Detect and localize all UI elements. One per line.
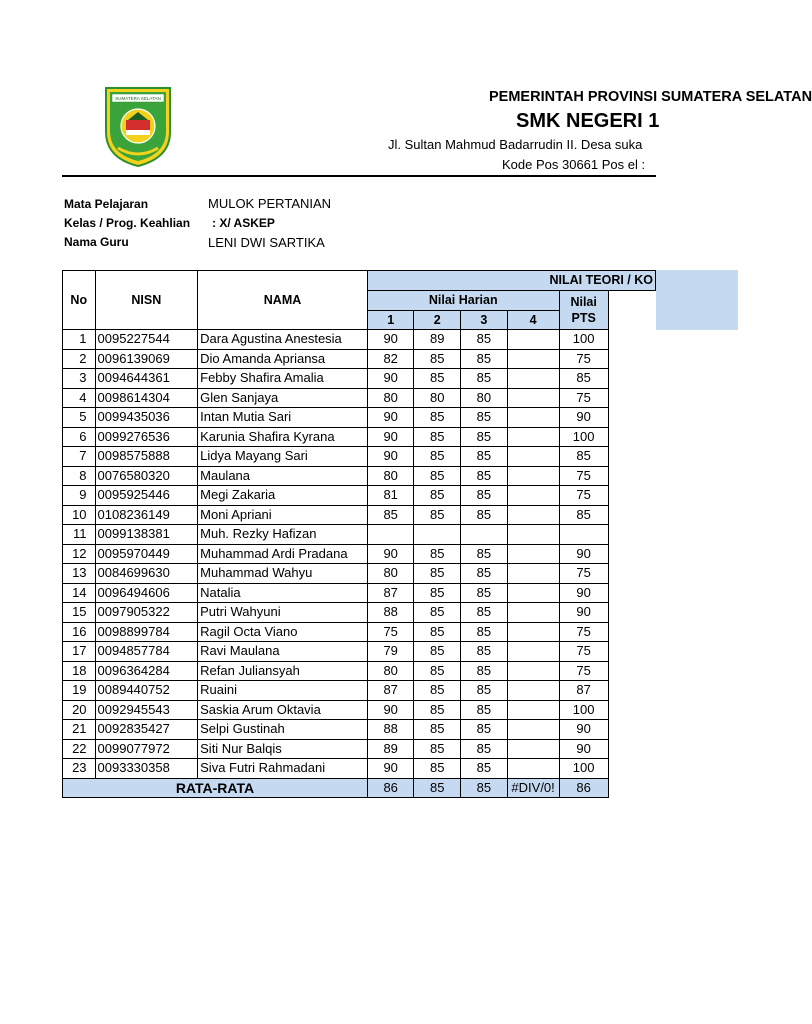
cell-nama: Siti Nur Balqis <box>198 739 368 759</box>
cell-pts: 75 <box>559 388 608 408</box>
cell-nisn: 0099435036 <box>95 408 198 428</box>
cell-pts: 85 <box>559 447 608 467</box>
cell-h1: 88 <box>367 720 414 740</box>
header-divider <box>62 175 656 177</box>
average-h1: 86 <box>367 778 414 798</box>
table-row <box>63 544 656 564</box>
cell-no: 19 <box>63 681 96 701</box>
cell-nama: Megi Zakaria <box>198 486 368 506</box>
table-row <box>63 622 656 642</box>
cell-nama: Ragil Octa Viano <box>198 622 368 642</box>
cell-no: 10 <box>63 505 96 525</box>
table-row <box>63 525 656 545</box>
cell-no: 15 <box>63 603 96 623</box>
cell-no: 17 <box>63 642 96 662</box>
cell-no: 8 <box>63 466 96 486</box>
cell-h2: 85 <box>414 700 461 720</box>
header-daily-3: 3 <box>461 310 508 330</box>
cell-nisn: 0095925446 <box>95 486 198 506</box>
cell-no: 18 <box>63 661 96 681</box>
cell-h1: 81 <box>367 486 414 506</box>
cell-h1 <box>367 525 414 545</box>
cell-nisn: 0098614304 <box>95 388 198 408</box>
province-title: PEMERINTAH PROVINSI SUMATERA SELATAN <box>489 89 812 105</box>
cell-h2: 85 <box>414 661 461 681</box>
cell-nama: Moni Apriani <box>198 505 368 525</box>
cell-nisn: 0076580320 <box>95 466 198 486</box>
cell-h4 <box>507 408 559 428</box>
cell-h4 <box>507 681 559 701</box>
class-label: Kelas / Prog. Keahlian <box>64 216 191 230</box>
cell-nama: Putri Wahyuni <box>198 603 368 623</box>
table-row <box>63 486 656 506</box>
header-nilai-harian: Nilai Harian <box>367 290 559 310</box>
cell-h2: 85 <box>414 447 461 467</box>
cell-pts: 75 <box>559 466 608 486</box>
cell-h2: 89 <box>414 330 461 350</box>
cell-h3: 80 <box>461 388 508 408</box>
cell-nama: Saskia Arum Oktavia <box>198 700 368 720</box>
table-row <box>63 388 656 408</box>
cell-no: 9 <box>63 486 96 506</box>
table-row <box>63 603 656 623</box>
cell-h4 <box>507 700 559 720</box>
cell-nisn: 0108236149 <box>95 505 198 525</box>
cell-h2: 85 <box>414 720 461 740</box>
table-row <box>63 427 656 447</box>
cell-nisn: 0089440752 <box>95 681 198 701</box>
cell-h4 <box>507 720 559 740</box>
cell-nisn: 0099276536 <box>95 427 198 447</box>
cell-h3: 85 <box>461 720 508 740</box>
cell-h2: 85 <box>414 486 461 506</box>
cell-pts: 100 <box>559 427 608 447</box>
cell-h1: 85 <box>367 505 414 525</box>
cell-h3: 85 <box>461 564 508 584</box>
table-row <box>63 642 656 662</box>
cell-h4 <box>507 466 559 486</box>
cell-h2: 85 <box>414 466 461 486</box>
cell-h1: 80 <box>367 466 414 486</box>
cell-h4 <box>507 525 559 545</box>
cell-h3: 85 <box>461 681 508 701</box>
cell-h4 <box>507 642 559 662</box>
header-daily-1: 1 <box>367 310 414 330</box>
cell-h2: 85 <box>414 505 461 525</box>
cell-no: 11 <box>63 525 96 545</box>
cell-h2 <box>414 525 461 545</box>
table-row <box>63 583 656 603</box>
cell-nisn: 0094644361 <box>95 369 198 389</box>
cell-h2: 80 <box>414 388 461 408</box>
header-nisn: NISN <box>95 271 198 330</box>
group-title: NILAI TEORI / KO <box>549 273 653 288</box>
header-fill-extension <box>656 270 738 330</box>
cell-no: 6 <box>63 427 96 447</box>
grade-table <box>62 270 656 798</box>
cell-h1: 87 <box>367 583 414 603</box>
cell-nama: Refan Juliansyah <box>198 661 368 681</box>
cell-nama: Intan Mutia Sari <box>198 408 368 428</box>
cell-h3: 85 <box>461 661 508 681</box>
cell-h3: 85 <box>461 330 508 350</box>
table-row <box>63 466 656 486</box>
cell-nisn: 0092835427 <box>95 720 198 740</box>
cell-h3: 85 <box>461 505 508 525</box>
cell-h3: 85 <box>461 583 508 603</box>
cell-h2: 85 <box>414 583 461 603</box>
cell-h3: 85 <box>461 544 508 564</box>
cell-pts: 90 <box>559 720 608 740</box>
cell-nama: Muhammad Wahyu <box>198 564 368 584</box>
cell-nama: Dio Amanda Apriansa <box>198 349 368 369</box>
table-row <box>63 330 656 350</box>
cell-h3: 85 <box>461 739 508 759</box>
cell-nisn: 0094857784 <box>95 642 198 662</box>
cell-nama: Glen Sanjaya <box>198 388 368 408</box>
cell-h2: 85 <box>414 739 461 759</box>
cell-nisn: 0099077972 <box>95 739 198 759</box>
average-row <box>63 778 656 798</box>
cell-h4 <box>507 505 559 525</box>
cell-nisn: 0098899784 <box>95 622 198 642</box>
header-nama: NAMA <box>198 271 368 330</box>
cell-pts: 90 <box>559 603 608 623</box>
table-row <box>63 700 656 720</box>
cell-no: 1 <box>63 330 96 350</box>
cell-h4 <box>507 388 559 408</box>
postal-code: Kode Pos 30661 Pos el : <box>502 157 646 172</box>
cell-no: 22 <box>63 739 96 759</box>
cell-h1: 80 <box>367 388 414 408</box>
pts-line-2: PTS <box>571 310 596 325</box>
table-row <box>63 408 656 428</box>
class-value: : X/ ASKEP <box>212 216 275 230</box>
cell-nisn: 0096139069 <box>95 349 198 369</box>
cell-h1: 90 <box>367 759 414 779</box>
cell-no: 23 <box>63 759 96 779</box>
cell-nama: Maulana <box>198 466 368 486</box>
cell-pts: 85 <box>559 369 608 389</box>
average-label: RATA-RATA <box>63 778 368 798</box>
table-row <box>63 720 656 740</box>
cell-no: 5 <box>63 408 96 428</box>
cell-h4 <box>507 603 559 623</box>
cell-h3: 85 <box>461 408 508 428</box>
table-row <box>63 681 656 701</box>
cell-h3: 85 <box>461 349 508 369</box>
header-group-nilai-teori <box>367 271 655 291</box>
cell-nisn: 0099138381 <box>95 525 198 545</box>
cell-h1: 80 <box>367 564 414 584</box>
average-h4: #DIV/0! <box>507 778 559 798</box>
svg-text:SUMATERA SELATAN: SUMATERA SELATAN <box>115 96 161 101</box>
cell-h1: 90 <box>367 427 414 447</box>
cell-no: 3 <box>63 369 96 389</box>
cell-nama: Lidya Mayang Sari <box>198 447 368 467</box>
pts-line-1: Nilai <box>570 294 597 309</box>
cell-h3: 85 <box>461 622 508 642</box>
cell-h1: 90 <box>367 447 414 467</box>
cell-h2: 85 <box>414 622 461 642</box>
cell-h3 <box>461 525 508 545</box>
table-row <box>63 349 656 369</box>
cell-nama: Ravi Maulana <box>198 642 368 662</box>
cell-pts: 75 <box>559 642 608 662</box>
cell-nisn: 0097905322 <box>95 603 198 623</box>
cell-nisn: 0096364284 <box>95 661 198 681</box>
table-row <box>63 447 656 467</box>
table-row <box>63 369 656 389</box>
school-name: SMK NEGERI 1 <box>516 110 660 132</box>
cell-h1: 87 <box>367 681 414 701</box>
cell-no: 20 <box>63 700 96 720</box>
cell-no: 14 <box>63 583 96 603</box>
cell-no: 21 <box>63 720 96 740</box>
header-daily-4: 4 <box>507 310 559 330</box>
cell-h3: 85 <box>461 486 508 506</box>
cell-h1: 88 <box>367 603 414 623</box>
cell-nisn: 0096494606 <box>95 583 198 603</box>
cell-h4 <box>507 661 559 681</box>
cell-h2: 85 <box>414 544 461 564</box>
cell-h4 <box>507 447 559 467</box>
header-no: No <box>63 271 96 330</box>
cell-h4 <box>507 564 559 584</box>
cell-pts: 90 <box>559 544 608 564</box>
cell-nama: Muh. Rezky Hafizan <box>198 525 368 545</box>
cell-pts: 85 <box>559 505 608 525</box>
table-row <box>63 661 656 681</box>
cell-h3: 85 <box>461 466 508 486</box>
cell-h4 <box>507 427 559 447</box>
cell-h4 <box>507 622 559 642</box>
cell-h1: 75 <box>367 622 414 642</box>
cell-nisn: 0093330358 <box>95 759 198 779</box>
cell-pts: 90 <box>559 408 608 428</box>
cell-nama: Natalia <box>198 583 368 603</box>
cell-h4 <box>507 486 559 506</box>
school-address: Jl. Sultan Mahmud Badarrudin II. Desa suka <box>388 137 643 152</box>
cell-h1: 80 <box>367 661 414 681</box>
teacher-value: LENI DWI SARTIKA <box>208 235 325 250</box>
table-row <box>63 759 656 779</box>
cell-nisn: 0098575888 <box>95 447 198 467</box>
cell-h2: 85 <box>414 642 461 662</box>
cell-pts: 100 <box>559 759 608 779</box>
cell-h3: 85 <box>461 700 508 720</box>
cell-pts: 90 <box>559 739 608 759</box>
cell-no: 12 <box>63 544 96 564</box>
cell-h4 <box>507 369 559 389</box>
cell-h1: 90 <box>367 330 414 350</box>
cell-h1: 90 <box>367 408 414 428</box>
cell-h3: 85 <box>461 427 508 447</box>
cell-h4 <box>507 739 559 759</box>
cell-nama: Selpi Gustinah <box>198 720 368 740</box>
cell-h4 <box>507 759 559 779</box>
cell-nisn: 0095970449 <box>95 544 198 564</box>
cell-h2: 85 <box>414 369 461 389</box>
subject-value: MULOK PERTANIAN <box>208 196 332 211</box>
cell-h2: 85 <box>414 681 461 701</box>
cell-h2: 85 <box>414 564 461 584</box>
cell-nisn: 0095227544 <box>95 330 198 350</box>
cell-no: 13 <box>63 564 96 584</box>
cell-h1: 79 <box>367 642 414 662</box>
cell-pts: 90 <box>559 583 608 603</box>
table-row <box>63 564 656 584</box>
cell-nama: Karunia Shafira Kyrana <box>198 427 368 447</box>
average-h3: 85 <box>461 778 508 798</box>
cell-h3: 85 <box>461 369 508 389</box>
cell-nama: Dara Agustina Anestesia <box>198 330 368 350</box>
table-row <box>63 739 656 759</box>
cell-h3: 85 <box>461 447 508 467</box>
cell-h4 <box>507 330 559 350</box>
cell-pts: 75 <box>559 486 608 506</box>
cell-h4 <box>507 544 559 564</box>
cell-h3: 85 <box>461 759 508 779</box>
cell-h4 <box>507 583 559 603</box>
cell-nama: Muhammad Ardi Pradana <box>198 544 368 564</box>
cell-h3: 85 <box>461 642 508 662</box>
cell-pts: 75 <box>559 349 608 369</box>
cell-pts: 87 <box>559 681 608 701</box>
cell-h1: 89 <box>367 739 414 759</box>
cell-h1: 90 <box>367 369 414 389</box>
cell-nisn: 0092945543 <box>95 700 198 720</box>
cell-pts: 75 <box>559 661 608 681</box>
cell-pts: 75 <box>559 564 608 584</box>
subject-label: Mata Pelajaran <box>64 197 149 211</box>
cell-no: 7 <box>63 447 96 467</box>
average-h2: 85 <box>414 778 461 798</box>
header-nilai-pts <box>559 290 608 330</box>
cell-nama: Siva Futri Rahmadani <box>198 759 368 779</box>
cell-h1: 90 <box>367 544 414 564</box>
cell-pts: 100 <box>559 700 608 720</box>
cell-no: 2 <box>63 349 96 369</box>
cell-nisn: 0084699630 <box>95 564 198 584</box>
teacher-label: Nama Guru <box>64 235 129 249</box>
cell-h2: 85 <box>414 408 461 428</box>
cell-nama: Febby Shafira Amalia <box>198 369 368 389</box>
average-pts: 86 <box>559 778 608 798</box>
cell-pts: 100 <box>559 330 608 350</box>
cell-h2: 85 <box>414 759 461 779</box>
cell-h3: 85 <box>461 603 508 623</box>
cell-h2: 85 <box>414 349 461 369</box>
cell-h2: 85 <box>414 603 461 623</box>
table-row <box>63 505 656 525</box>
header-daily-2: 2 <box>414 310 461 330</box>
cell-h4 <box>507 349 559 369</box>
cell-h1: 82 <box>367 349 414 369</box>
cell-h1: 90 <box>367 700 414 720</box>
cell-no: 16 <box>63 622 96 642</box>
cell-pts: 75 <box>559 622 608 642</box>
cell-nama: Ruaini <box>198 681 368 701</box>
cell-h2: 85 <box>414 427 461 447</box>
cell-no: 4 <box>63 388 96 408</box>
cell-pts <box>559 525 608 545</box>
